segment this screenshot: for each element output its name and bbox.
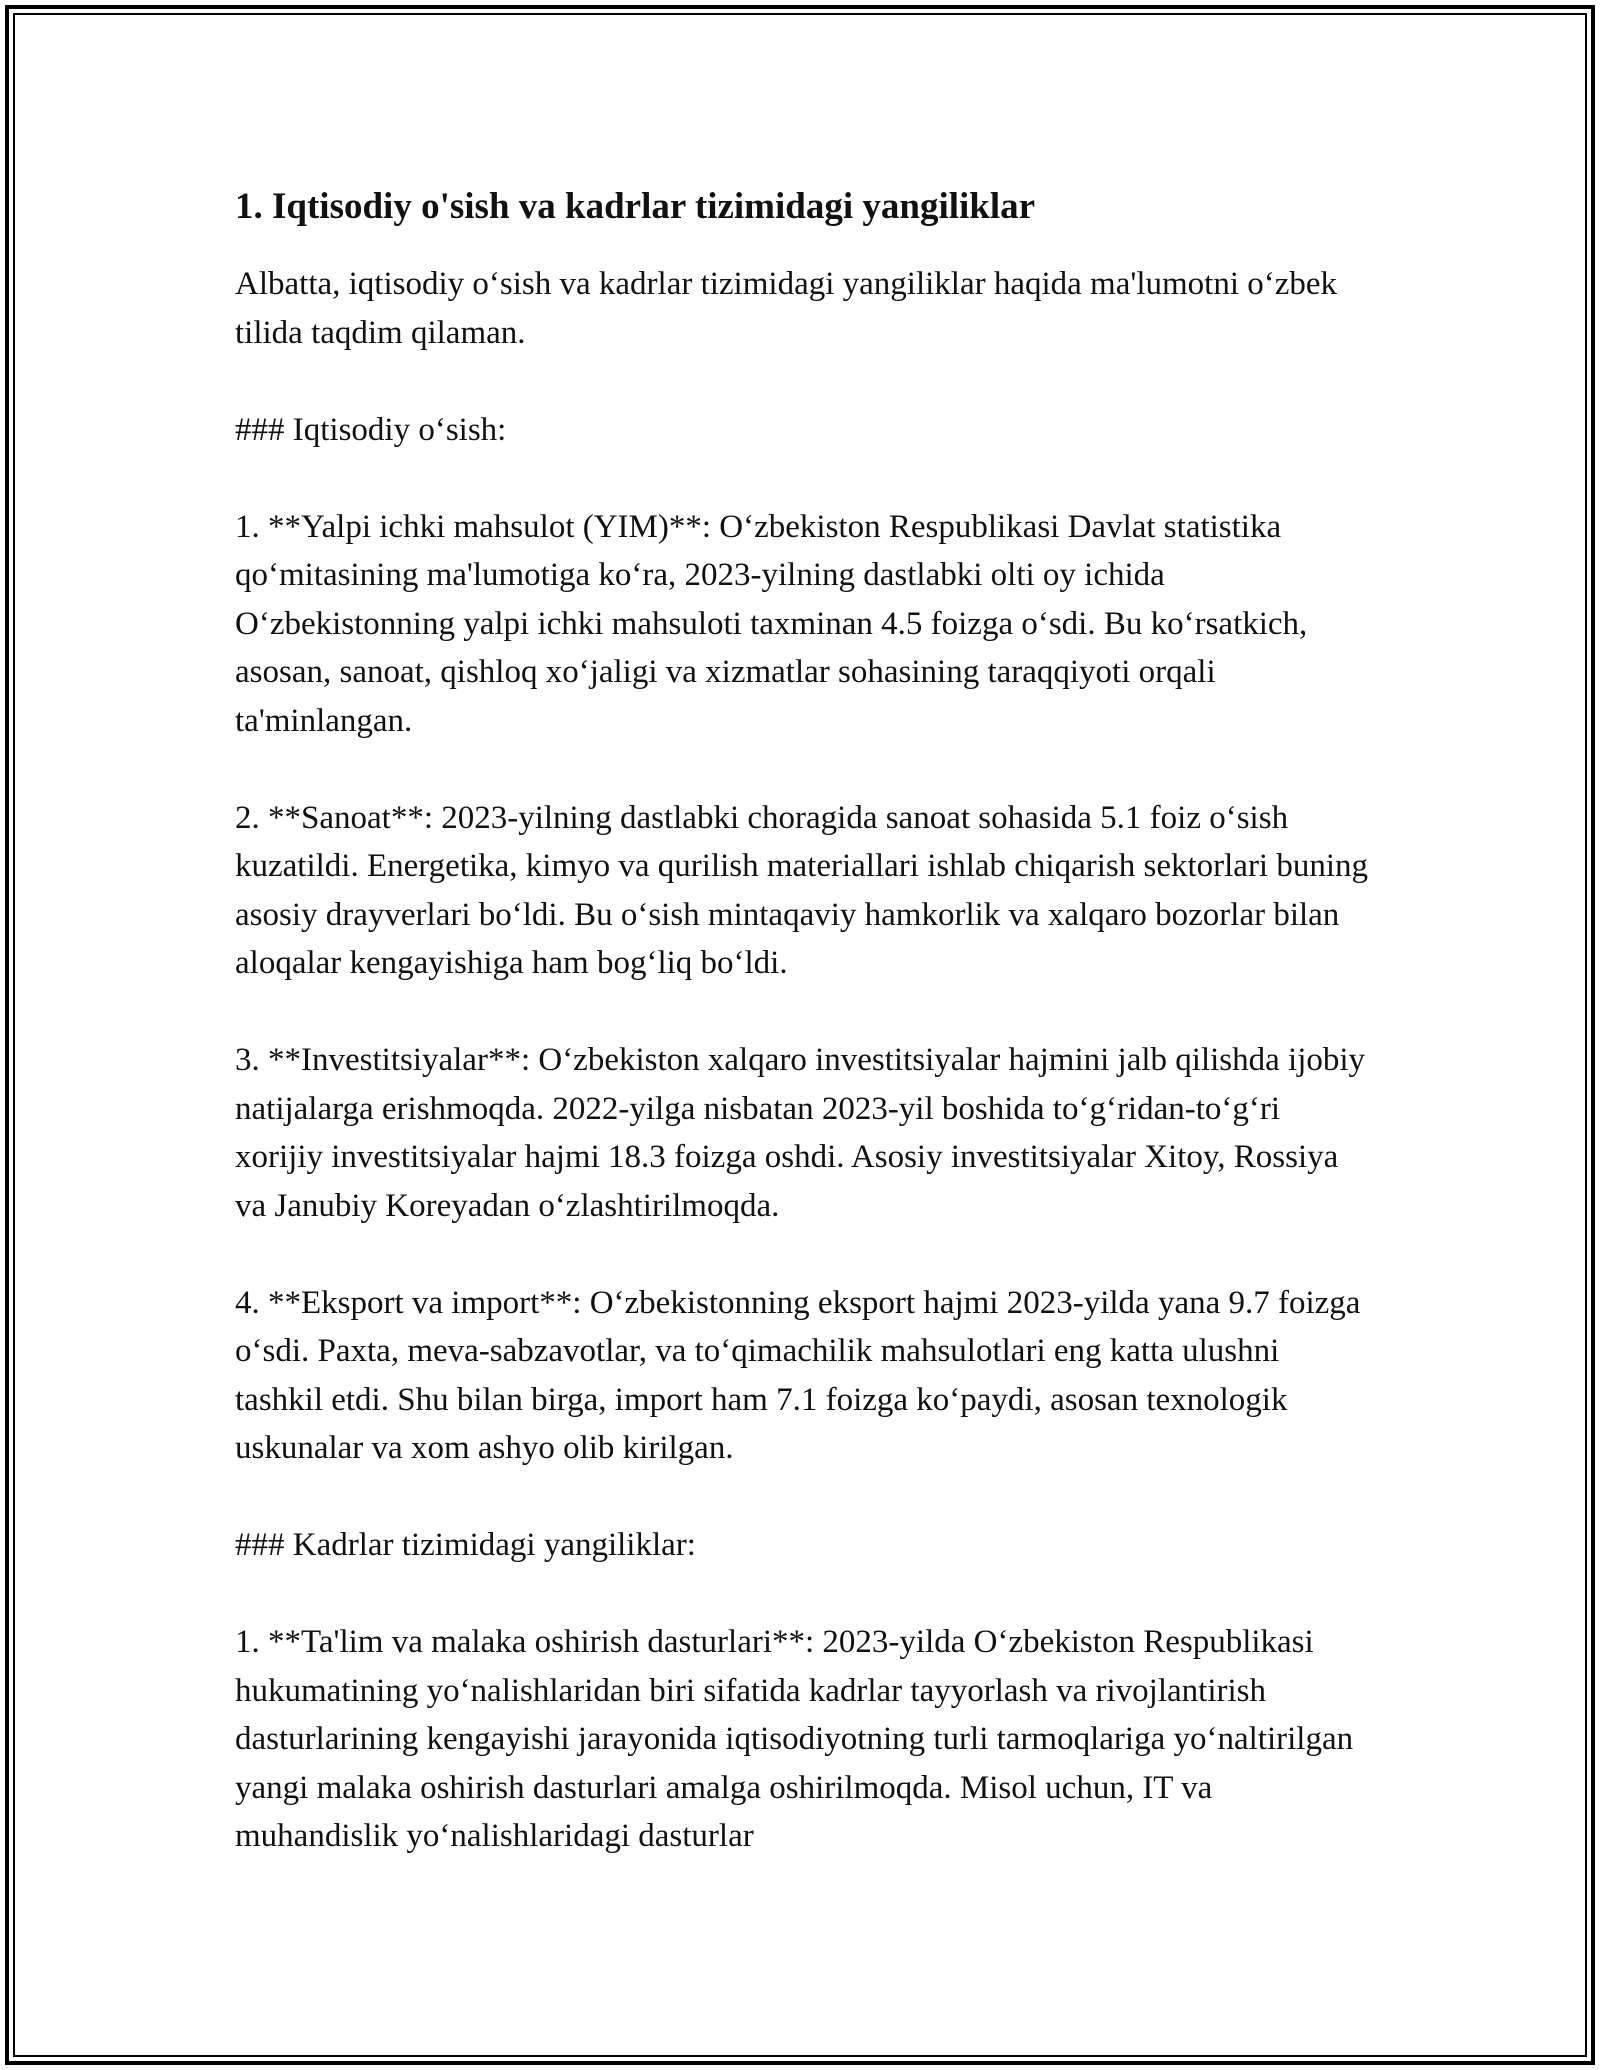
list-item-industry: 2. **Sanoat**: 2023-yilning dastlabki choragida sanoat sohasida 5.1 foiz o‘sish kuzatildi. Energetika, kimyo va qurilish materiallari ishlab chiqarish sektorlari buning asosiy drayverlari bo‘ldi. Bu o‘sish mintaqaviy hamkorlik va xalqaro bozorlar bilan aloqalar kengayishiga ham bog‘liq bo‘ldi. — [235, 799, 1369, 981]
document-title: 1. Iqtisodiy o'sish va kadrlar tizimidagi yangiliklar — [235, 186, 1036, 227]
section-heading-economic-growth: ### Iqtisodiy o‘sish: — [235, 411, 507, 448]
list-item-education-programs: 1. **Ta'lim va malaka oshirish dasturlari**: 2023-yilda O‘zbekiston Respublikasi hukumatining yo‘nalishlaridan biri sifatida kadrlar tayyorlash va rivojlantirish dasturlarining kengayishi jarayonida iqtisodiyotning turli tarmoqlariga yo‘naltirilgan yangi malaka oshirish dasturlari amalga oshirilmoqda. Misol uchun, IT va muhandislik yo‘nalishlaridagi dasturlar — [235, 1624, 1354, 1854]
intro-paragraph: Albatta, iqtisodiy o‘sish va kadrlar tizimidagi yangiliklar haqida ma'lumotni o‘zbek tilida taqdim qilaman. — [235, 266, 1338, 351]
list-item-investments: 3. **Investitsiyalar**: O‘zbekiston xalqaro investitsiyalar hajmini jalb qilishda ijobiy natijalarga erishmoqda. 2022-yilga nisbatan 2023-yil boshida to‘g‘ridan-to‘g‘ri xorijiy investitsiyalar hajmi 18.3 foizga oshdi. Asosiy investitsiyalar Xitoy, Rossiya va Janubiy Koreyadan o‘zlashtirilmoqda. — [235, 1042, 1366, 1224]
list-item-gdp: 1. **Yalpi ichki mahsulot (YIM)**: O‘zbekiston Respublikasi Davlat statistika qo‘mitasining ma'lumotiga ko‘ra, 2023-yilning dastlabki olti oy ichida O‘zbekistonning yalpi ichki mahsuloti taxminan 4.5 foizga o‘sdi. Bu ko‘rsatkich, asosan, sanoat, qishloq xo‘jaligi va xizmatlar sohasining taraqqiyoti orqali ta'minlangan. — [235, 508, 1308, 739]
section-heading-personnel: ### Kadrlar tizimidagi yangiliklar: — [235, 1527, 696, 1563]
document-body — [235, 183, 1375, 1861]
list-item-export-import: 4. **Eksport va import**: O‘zbekistonning eksport hajmi 2023-yilda yana 9.7 foizga o‘sdi. Paxta, meva-sabzavotlar, va to‘qimachilik mahsulotlari eng katta ulushni tashkil etdi. Shu bilan birga, import ham 7.1 foizga ko‘paydi, asosan texnologik uskunalar va xom ashyo olib kirilgan. — [235, 1284, 1361, 1466]
